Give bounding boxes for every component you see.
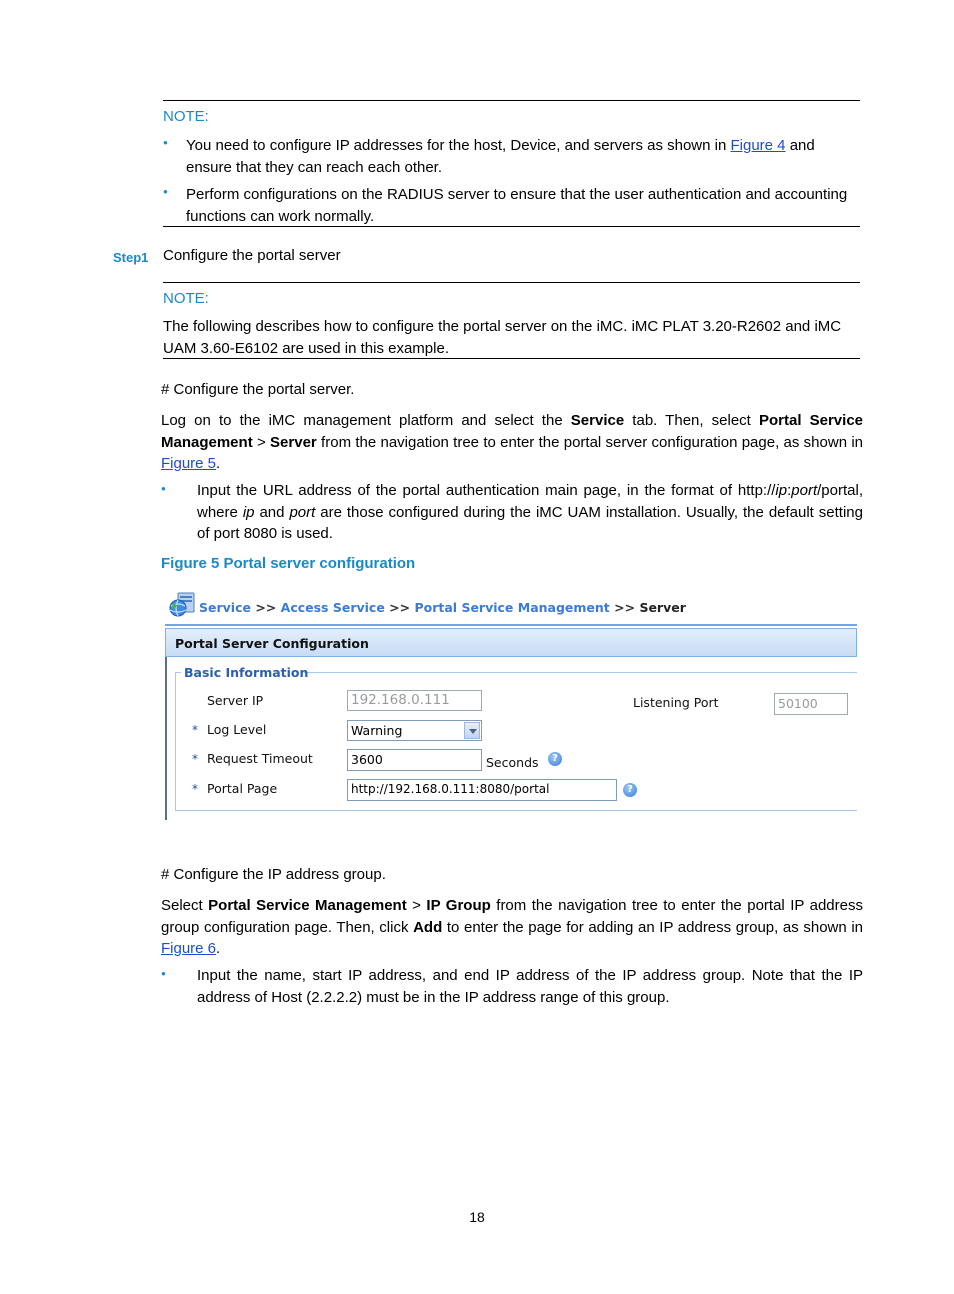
figure-caption: Figure 5 Portal server configuration (161, 555, 416, 572)
note2-bottom-rule (163, 358, 860, 359)
para-configure-ip-group: # Configure the IP address group. (161, 866, 386, 883)
breadcrumb-server: Server (639, 600, 686, 615)
para-configure-portal: # Configure the portal server. (161, 381, 355, 398)
step1-label: Step1 (113, 250, 149, 265)
panel-left-border (165, 657, 167, 820)
group-border-left (175, 672, 176, 810)
breadcrumb-access-service[interactable]: Access Service (280, 600, 385, 615)
figure-6-link[interactable]: Figure 6 (161, 940, 217, 957)
chevron-down-icon[interactable] (464, 722, 480, 739)
bullet-4-marker: ● (161, 969, 166, 978)
breadcrumb-service[interactable]: Service (199, 600, 251, 615)
bullet-3-text: Input the URL address of the portal authentication main page, in the format of http://ip:port/portal, where ip and port are those configured during the iMC UAM installation. Usually, the default setting of port 8080 is used. (197, 482, 863, 542)
portal-page-required-mark: * (192, 782, 198, 796)
breadcrumb-sep: >> (255, 600, 277, 615)
log-level-value: Warning (351, 723, 403, 738)
portal-page-label: Portal Page (207, 781, 278, 796)
step1-text: Configure the portal server (163, 247, 341, 264)
group-border-bottom (175, 810, 857, 811)
request-timeout-label: Request Timeout (207, 751, 313, 766)
log-level-select[interactable] (347, 720, 482, 741)
note1-bullet-1: You need to configure IP addresses for the host, Device, and servers as shown in Figure 4 and ensure that they can reach each other. (186, 137, 815, 176)
panel-title: Portal Server Configuration (175, 636, 369, 651)
request-timeout-help-icon[interactable]: ? (548, 752, 562, 766)
group-label-basic-information: Basic Information (184, 665, 309, 680)
portal-page-help-icon[interactable]: ? (623, 783, 637, 797)
seconds-unit-label: Seconds (486, 755, 539, 770)
portal-page-input[interactable]: http://192.168.0.111:8080/portal (347, 779, 617, 801)
server-ip-label: Server IP (207, 693, 264, 708)
bullet-4-text: Input the name, start IP address, and end IP address of the IP address group. Note that the IP address of Host (2.2.2.2) must be in the IP address range of this group. (197, 967, 863, 1006)
page-number: 18 (469, 1209, 485, 1225)
note2-top-rule (163, 282, 860, 283)
note1-label: NOTE: (163, 108, 209, 125)
group-border-top-right (304, 672, 857, 673)
server-ip-input[interactable]: 192.168.0.111 (347, 690, 482, 711)
listening-port-input[interactable]: 50100 (774, 693, 848, 715)
para-ip-group-instructions: Select Portal Service Management > IP Group from the navigation tree to enter the portal IP address group configuration page. Then, click Add to enter the page for adding an IP address group, as shown in Figure 6. (161, 897, 863, 957)
note1-bottom-rule (163, 226, 860, 227)
log-level-required-mark: * (192, 723, 198, 737)
para-login-instructions: Log on to the iMC management platform and select the Service tab. Then, select Portal Service Management > Server from the navigation tree to enter the portal server configuration page, as shown in Figure 5. (161, 412, 863, 472)
service-globe-icon (168, 591, 196, 619)
log-level-label: Log Level (207, 722, 267, 737)
panel-header (165, 628, 857, 657)
figure-4-link[interactable]: Figure 4 (730, 137, 786, 154)
breadcrumb-portal-service-management[interactable]: Portal Service Management (414, 600, 610, 615)
note2-text: The following describes how to configure the portal server on the iMC. iMC PLAT 3.20-R2602 and iMC UAM 3.60-E6102 are used in this example. (163, 318, 842, 357)
request-timeout-required-mark: * (192, 752, 198, 766)
breadcrumb-sep: >> (389, 600, 411, 615)
listening-port-label: Listening Port (633, 695, 719, 710)
note1-bullet-1-marker: ● (163, 138, 168, 147)
note1-bullet-2: Perform configurations on the RADIUS server to ensure that the user authentication and accounting functions can work normally. (186, 186, 848, 225)
note1-top-rule (163, 100, 860, 101)
portal-server-screenshot (163, 588, 859, 820)
breadcrumb-sep: >> (614, 600, 636, 615)
breadcrumb (199, 600, 686, 615)
note2-label: NOTE: (163, 290, 209, 307)
note1-bullet-2-marker: ● (163, 187, 168, 196)
bullet-3-marker: ● (161, 484, 166, 493)
figure-5-link[interactable]: Figure 5 (161, 455, 217, 472)
request-timeout-input[interactable]: 3600 (347, 749, 482, 771)
